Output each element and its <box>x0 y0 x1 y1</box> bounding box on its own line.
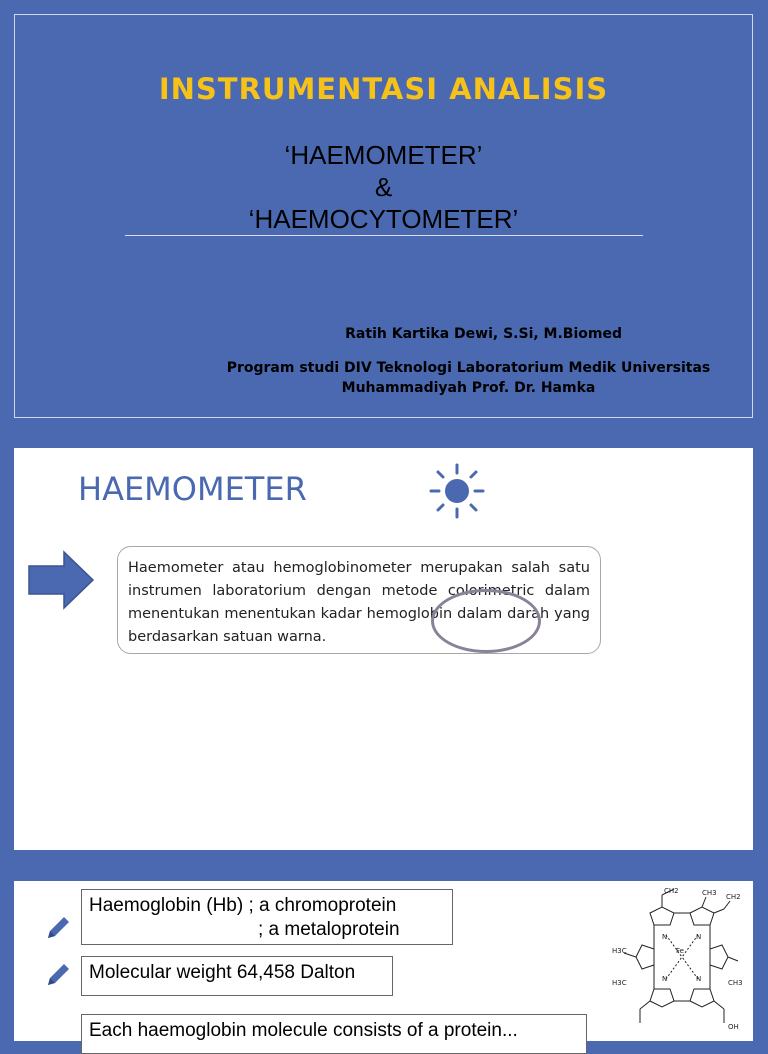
mol-label-h3c: H3C <box>612 947 627 955</box>
bullet-haemoglobin-box <box>81 889 453 945</box>
presentation-title: INSTRUMENTASI ANALISIS <box>158 72 609 106</box>
mol-label-n: N <box>696 975 702 983</box>
mol-label-ch2-right: CH2 <box>726 893 741 901</box>
bullet-partial-box <box>81 1014 587 1054</box>
definition-text: Haemometer atau hemoglobinometer merupakan salah satu instrumen laboratorium dengan metode colorimetric dalam menentukan menentukan kadar hemoglobin dalam darah yang berdasarkan satuan warna. <box>128 560 590 645</box>
subtitle-haemocytometer: ‘HAEMOCYTOMETER’ <box>248 204 519 234</box>
divider <box>125 235 643 236</box>
mol-label-ch3: CH3 <box>702 889 717 897</box>
author-name: Ratih Kartika Dewi, S.Si, M.Biomed <box>345 326 622 342</box>
pencil-icon <box>44 914 72 942</box>
bullet-molecular-weight: Molecular weight 64,458 Dalton <box>89 962 356 983</box>
program-affiliation: Program studi DIV Teknologi Laboratorium Medik Universitas Muhammadiyah Prof. Dr. Hamka <box>226 360 711 396</box>
haemoglobin-slide <box>14 881 753 1041</box>
slide-title: HAEMOMETER <box>78 470 307 508</box>
haemometer-slide <box>14 448 753 850</box>
heme-structure-diagram <box>592 883 752 1041</box>
mol-label-oh: OH <box>728 1023 739 1031</box>
mol-label-ch2: CH2 <box>664 887 679 895</box>
bullet-molecular-weight-box <box>81 956 393 996</box>
mol-label-n: N <box>662 933 668 941</box>
mol-label-h3c-low: H3C <box>612 979 627 987</box>
mol-label-fe: Fe <box>676 947 684 955</box>
subtitle-ampersand: & <box>374 172 393 202</box>
subtitle-haemometer: ‘HAEMOMETER’ <box>284 140 483 170</box>
pencil-icon <box>44 961 72 989</box>
mol-label-ch3-low: CH3 <box>728 979 743 987</box>
highlight-circle <box>431 589 541 653</box>
mol-label-n: N <box>696 933 702 941</box>
right-arrow-icon <box>28 551 94 609</box>
mol-label-n: N <box>662 975 668 983</box>
bullet-haemoglobin-line1: Haemoglobin (Hb) ; a chromoprotein <box>89 895 397 916</box>
title-slide <box>14 14 753 418</box>
sun-icon <box>428 462 486 520</box>
bullet-haemoglobin-line2: ; a metaloprotein <box>258 919 400 940</box>
bullet-partial: Each haemoglobin molecule consists of a protein... <box>89 1020 518 1041</box>
